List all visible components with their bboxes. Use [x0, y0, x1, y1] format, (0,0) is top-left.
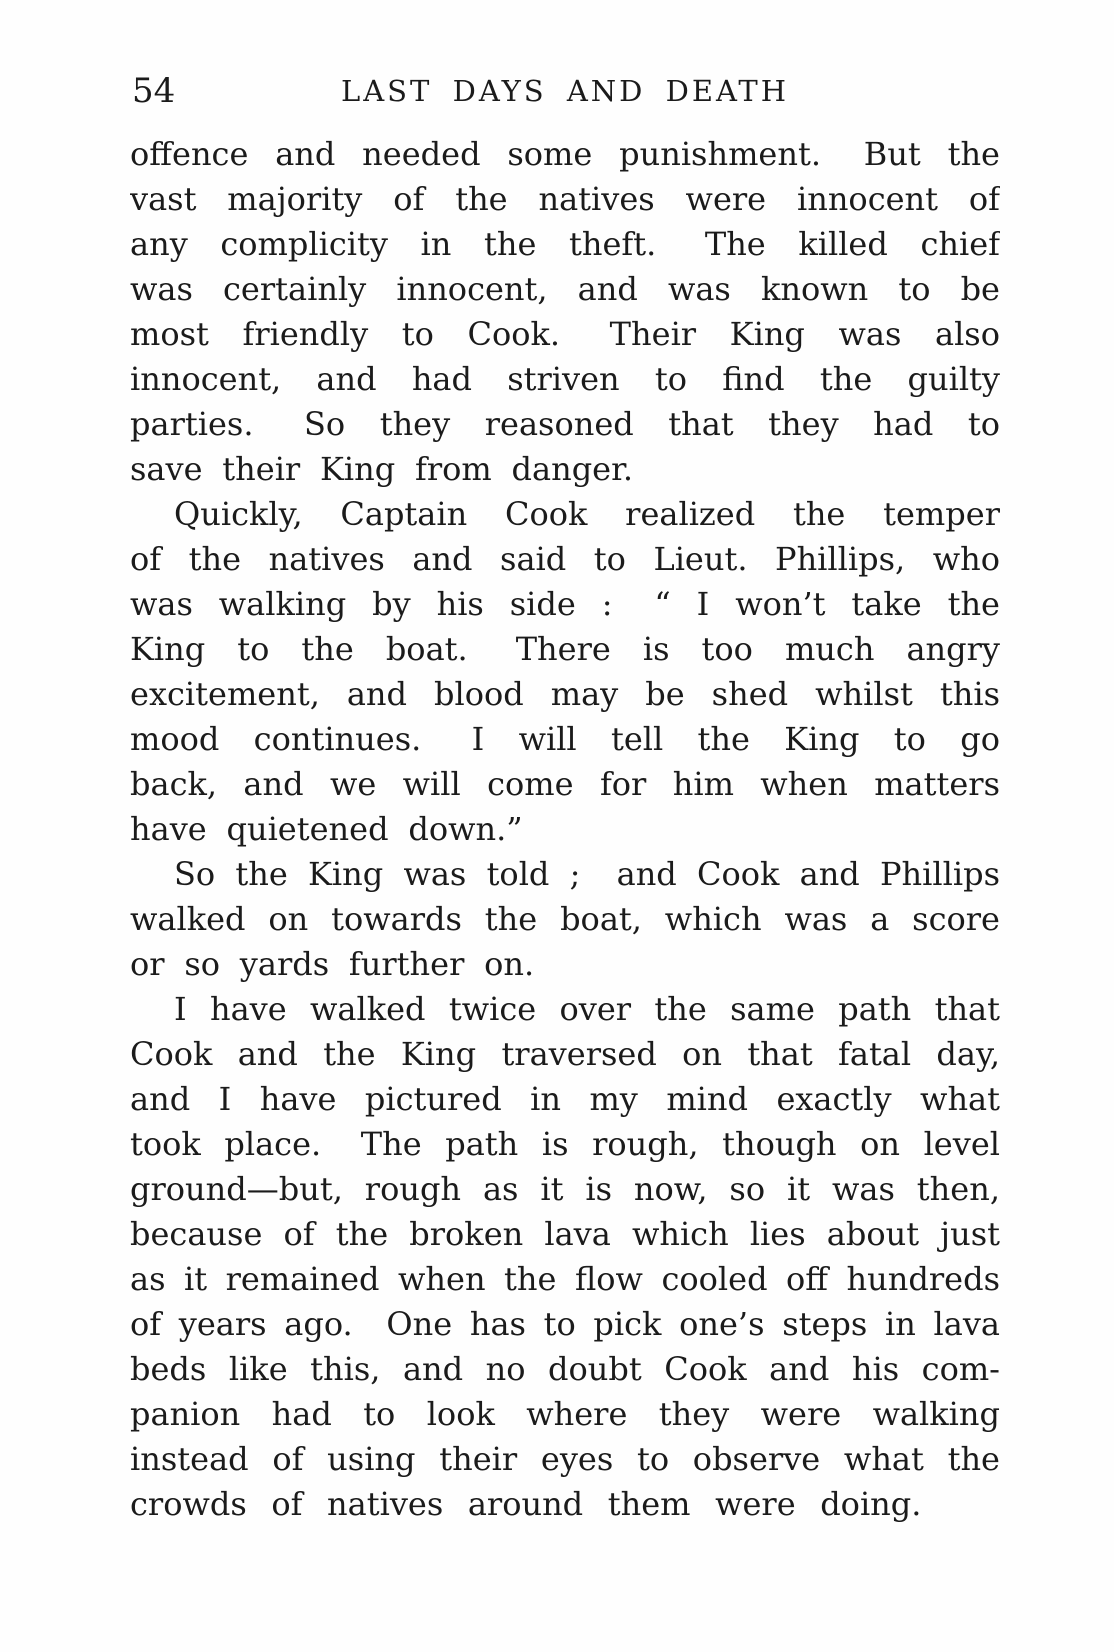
text-line: and I have pictured in my mind exactly what — [130, 1080, 1000, 1118]
text-line: I have walked twice over the same path that — [174, 990, 1000, 1028]
text-line: of the natives and said to Lieut. Phillips, who — [130, 540, 1000, 578]
text-line: crowds of natives around them were doing. — [130, 1485, 922, 1523]
text-line: save their King from danger. — [130, 450, 634, 488]
text-line: walked on towards the boat, which was a score — [130, 900, 1000, 938]
text-line: have quietened down.” — [130, 810, 523, 848]
running-header — [130, 70, 1000, 112]
text-line: was walking by his side : “ I won’t take the — [130, 585, 1000, 623]
text-line: took place. The path is rough, though on level — [130, 1125, 1000, 1163]
text-line: excitement, and blood may be shed whilst this — [130, 675, 1000, 713]
text-line: parties. So they reasoned that they had to — [130, 405, 1000, 443]
text-line: beds like this, and no doubt Cook and his com- — [130, 1350, 1000, 1388]
running-head-title: LAST DAYS AND DEATH — [340, 74, 790, 108]
text-line: offence and needed some punishment. But the — [130, 135, 1000, 173]
text-line: or so yards further on. — [130, 945, 535, 983]
text-line: So the King was told ; and Cook and Phillips — [174, 855, 1000, 893]
text-line: most friendly to Cook. Their King was also — [130, 315, 1000, 353]
text-line: of years ago. One has to pick one’s steps in lava — [130, 1305, 1000, 1343]
text-line: any complicity in the theft. The killed chief — [130, 225, 1000, 263]
text-line: instead of using their eyes to observe what the — [130, 1440, 1000, 1478]
text-line: Cook and the King traversed on that fatal day, — [130, 1035, 1000, 1073]
text-line: because of the broken lava which lies about just — [130, 1215, 1000, 1253]
text-line: vast majority of the natives were innocent of — [130, 180, 1000, 218]
text-line: Quickly, Captain Cook realized the temper — [174, 495, 1000, 533]
text-line: ground—but, rough as it is now, so it was then, — [130, 1170, 1000, 1208]
text-line: panion had to look where they were walking — [130, 1395, 1000, 1433]
body-text — [130, 132, 1000, 1527]
text-line: mood continues. I will tell the King to go — [130, 720, 1000, 758]
text-line: back, and we will come for him when matters — [130, 765, 1000, 803]
text-line: as it remained when the flow cooled off hundreds — [130, 1260, 1000, 1298]
text-line: innocent, and had striven to find the guilty — [130, 360, 1000, 398]
text-line: was certainly innocent, and was known to be — [130, 270, 1000, 308]
text-line: King to the boat. There is too much angry — [130, 630, 1000, 668]
page-number: 54 — [132, 71, 176, 111]
